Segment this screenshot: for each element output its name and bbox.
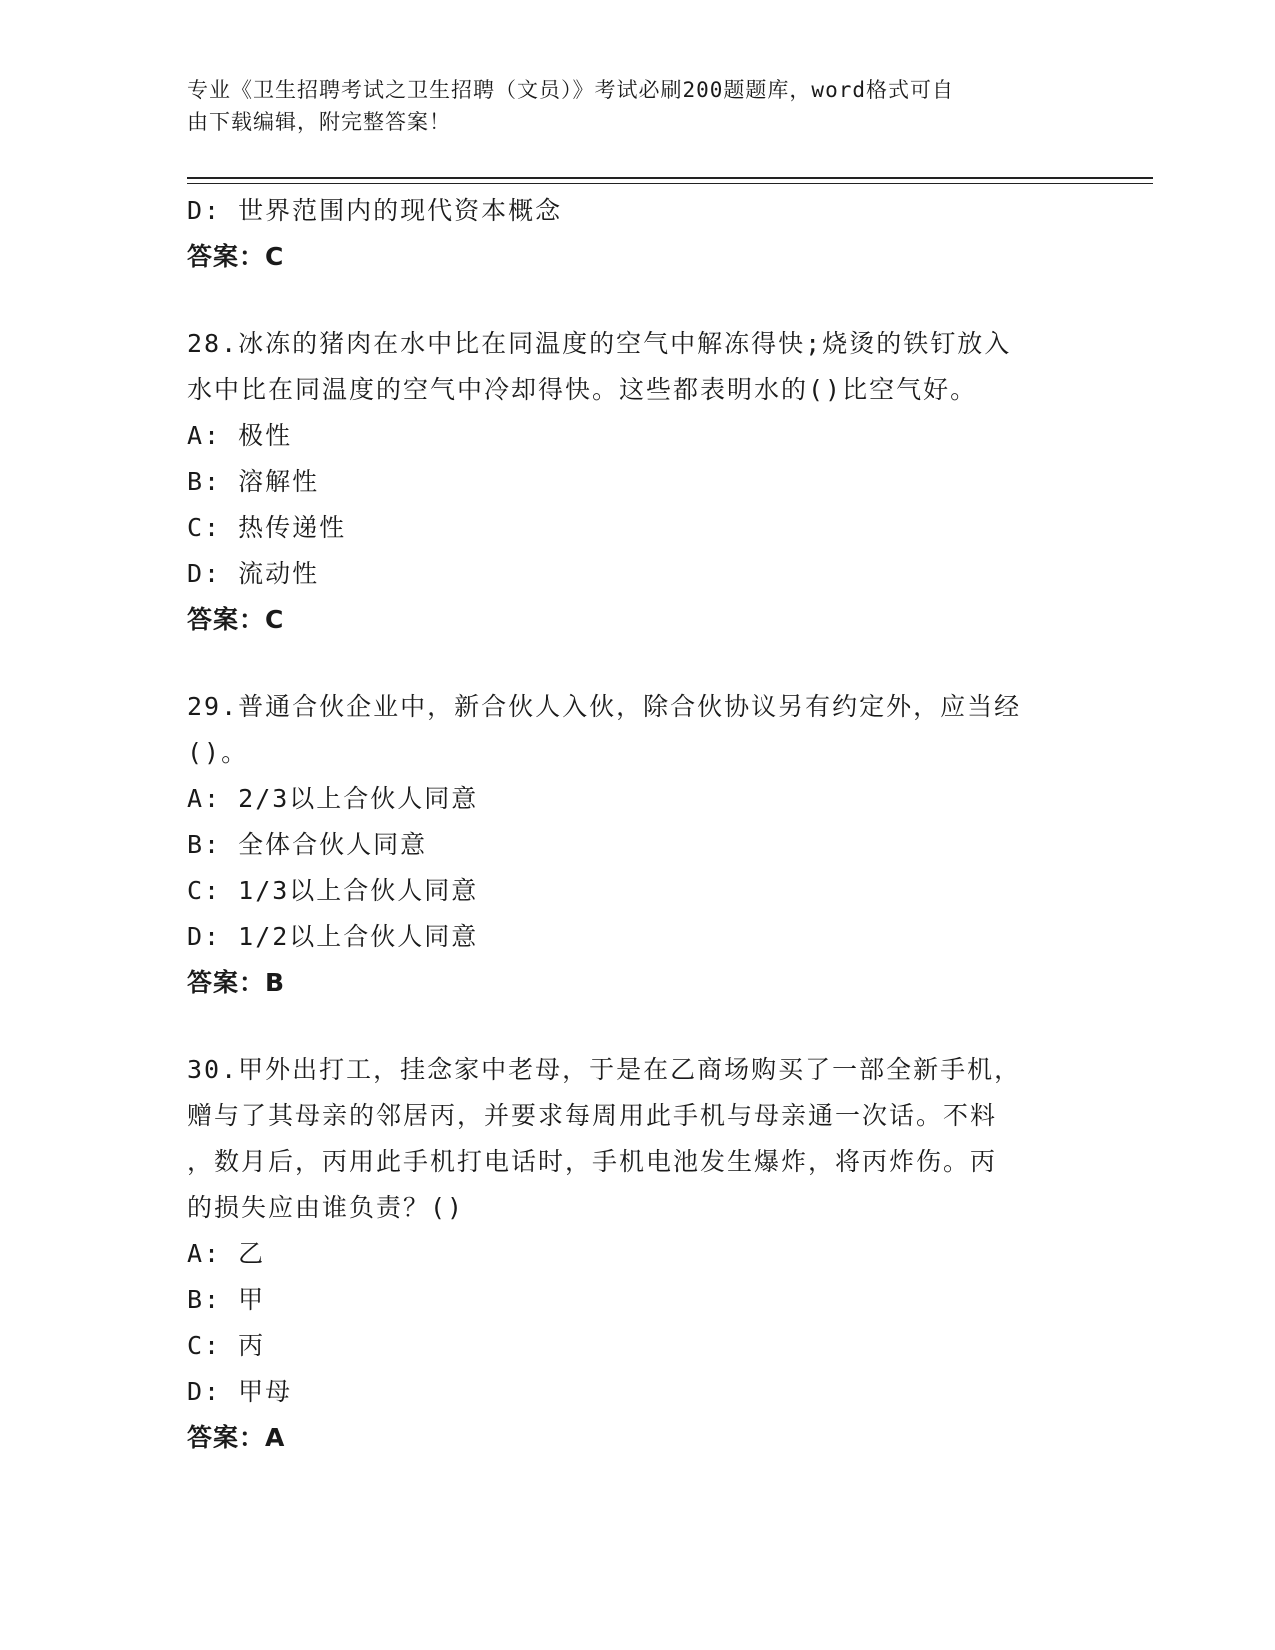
question-stem: ()。: [187, 738, 249, 767]
question-stem: 29.普通合伙企业中，新合伙人入伙，除合伙协议另有约定外，应当经: [187, 692, 1022, 721]
option-d: D: 1/2以上合伙人同意: [187, 922, 479, 951]
spacer: [187, 280, 1087, 321]
option-c: C: 热传递性: [187, 513, 347, 542]
option-b: B: 全体合伙人同意: [187, 830, 428, 859]
header-line-1: 专业《卫生招聘考试之卫生招聘（文员）》考试必刷200题题库，word格式可自: [187, 78, 954, 102]
answer: 答案：C: [187, 242, 285, 271]
option-b: B: 甲: [187, 1285, 266, 1314]
question-stem: 28.冰冻的猪肉在水中比在同温度的空气中解冻得快;烧烫的铁钉放入: [187, 329, 1012, 358]
header-divider-thin: [187, 183, 1153, 184]
question-30: [187, 1047, 1087, 1461]
answer: 答案：B: [187, 968, 286, 997]
question-stem: 30.甲外出打工，挂念家中老母，于是在乙商场购买了一部全新手机，: [187, 1055, 1022, 1084]
question-stem: 水中比在同温度的空气中冷却得快。这些都表明水的()比空气好。: [187, 375, 978, 404]
option-d: D: 世界范围内的现代资本概念: [187, 196, 563, 225]
option-c: C: 1/3以上合伙人同意: [187, 876, 479, 905]
option-a: A: 极性: [187, 421, 293, 450]
question-28: [187, 321, 1087, 643]
question-content: [187, 188, 1087, 1461]
option-d: D: 甲母: [187, 1377, 293, 1406]
answer: 答案：C: [187, 605, 285, 634]
document-header: [187, 74, 1067, 138]
option-a: A: 乙: [187, 1239, 266, 1268]
option-d: D: 流动性: [187, 559, 320, 588]
question-stem: 赠与了其母亲的邻居丙，并要求每周用此手机与母亲通一次话。不料: [187, 1101, 998, 1130]
answer: 答案：A: [187, 1423, 286, 1452]
option-a: A: 2/3以上合伙人同意: [187, 784, 479, 813]
header-line-2: 由下载编辑，附完整答案！: [187, 110, 451, 134]
question-stem: 的损失应由谁负责？(): [187, 1193, 465, 1222]
spacer: [187, 643, 1087, 684]
option-b: B: 溶解性: [187, 467, 320, 496]
option-c: C: 丙: [187, 1331, 266, 1360]
question-27: [187, 188, 1087, 280]
question-29: [187, 684, 1087, 1006]
header-divider-thick: [187, 177, 1153, 179]
spacer: [187, 1006, 1087, 1047]
question-stem: ，数月后，丙用此手机打电话时，手机电池发生爆炸，将丙炸伤。丙: [187, 1147, 998, 1176]
